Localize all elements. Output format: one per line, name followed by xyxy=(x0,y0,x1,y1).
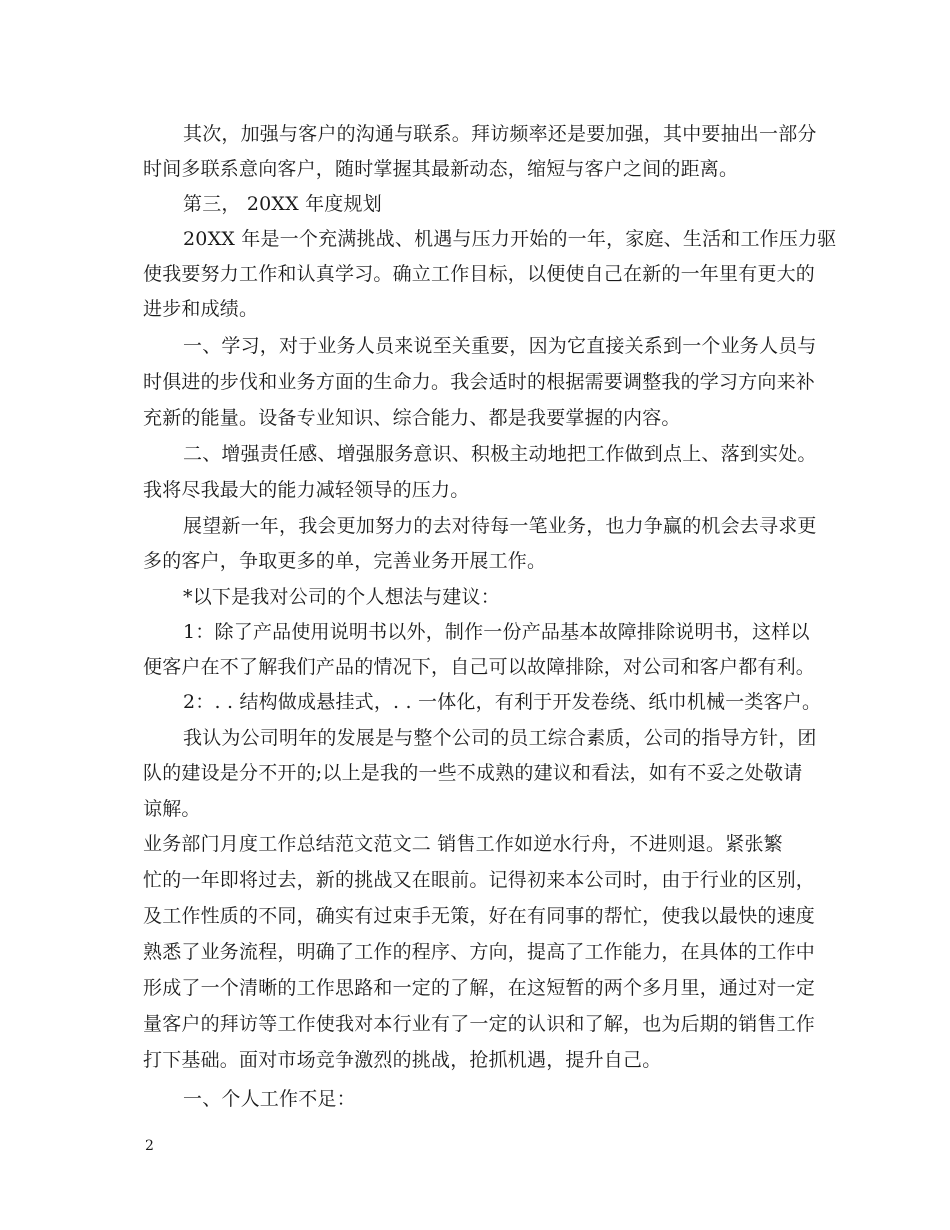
paragraph-line: 其次，加强与客户的沟通与联系。拜访频率还是要加强，其中要抽出一部分 xyxy=(183,123,817,145)
section-title-line: 业务部门月度工作总结范文范文二 销售工作如逆水行舟，不进则退。紧张繁 xyxy=(143,833,783,855)
paragraph-line: 充新的能量。设备专业知识、综合能力、都是我要掌握的内容。 xyxy=(143,407,681,429)
paragraph-line: 1：除了产品使用说明书以外，制作一份产品基本故障排除说明书，这样以 xyxy=(183,621,810,643)
paragraph-line: 进步和成绩。 xyxy=(143,298,259,320)
paragraph-line: 熟悉了业务流程，明确了工作的程序、方向，提高了工作能力，在具体的工作中 xyxy=(143,941,816,963)
paragraph-line: 时俱进的步伐和业务方面的生命力。我会适时的根据需要调整我的学习方向来补 xyxy=(143,371,816,393)
paragraph-line: 形成了一个清晰的工作思路和一定的了解，在这短暂的两个多月里，通过对一定 xyxy=(143,977,816,999)
paragraph-line: 便客户在不了解我们产品的情况下，自己可以故障排除，对公司和客户都有利。 xyxy=(143,656,816,678)
paragraph-line: 打下基础。面对市场竞争激烈的挑战，抢抓机遇，提升自己。 xyxy=(143,1049,662,1071)
paragraph-line: 多的客户，争取更多的单，完善业务开展工作。 xyxy=(143,550,547,572)
paragraph-line: 2：. . 结构做成悬挂式，. . 一体化，有利于开发卷绕、纸巾机械一类客户。 xyxy=(183,691,822,713)
paragraph-line: *以下是我对公司的个人想法与建议： xyxy=(183,586,500,608)
paragraph-line: 时间多联系意向客户，随时掌握其最新动态，缩短与客户之间的距离。 xyxy=(143,158,739,180)
paragraph-line: 一、学习，对于业务人员来说至关重要，因为它直接关系到一个业务人员与 xyxy=(183,335,817,357)
paragraph-line: 我将尽我最大的能力减轻领导的压力。 xyxy=(143,479,470,501)
paragraph-line: 队的建设是分不开的;以上是我的一些不成熟的建议和看法，如有不妥之处敬请 xyxy=(143,762,803,784)
paragraph-line: 20XX 年是一个充满挑战、机遇与压力开始的一年，家庭、生活和工作压力驱 xyxy=(183,228,837,250)
paragraph-line: 量客户的拜访等工作使我对本行业有了一定的认识和了解，也为后期的销售工作 xyxy=(143,1013,816,1035)
paragraph-line: 忙的一年即将过去，新的挑战又在眼前。记得初来本公司时，由于行业的区别， xyxy=(143,869,816,891)
page-number: 2 xyxy=(145,1138,154,1154)
section-heading: 第三， 20XX 年度规划 xyxy=(183,193,382,215)
paragraph-line: 二、增强责任感、增强服务意识、积极主动地把工作做到点上、落到实处。 xyxy=(183,443,817,465)
paragraph-line: 我认为公司明年的发展是与整个公司的员工综合素质，公司的指导方针，团 xyxy=(183,727,817,749)
paragraph-line: 谅解。 xyxy=(143,798,201,820)
paragraph-line: 展望新一年，我会更加努力的去对待每一笔业务，也力争赢的机会去寻求更 xyxy=(183,515,817,537)
section-heading: 一、个人工作不足： xyxy=(183,1088,356,1110)
paragraph-line: 及工作性质的不同，确实有过束手无策，好在有同事的帮忙，使我以最快的速度 xyxy=(143,905,816,927)
paragraph-line: 使我要努力工作和认真学习。确立工作目标，以便使自己在新的一年里有更大的 xyxy=(143,263,816,285)
